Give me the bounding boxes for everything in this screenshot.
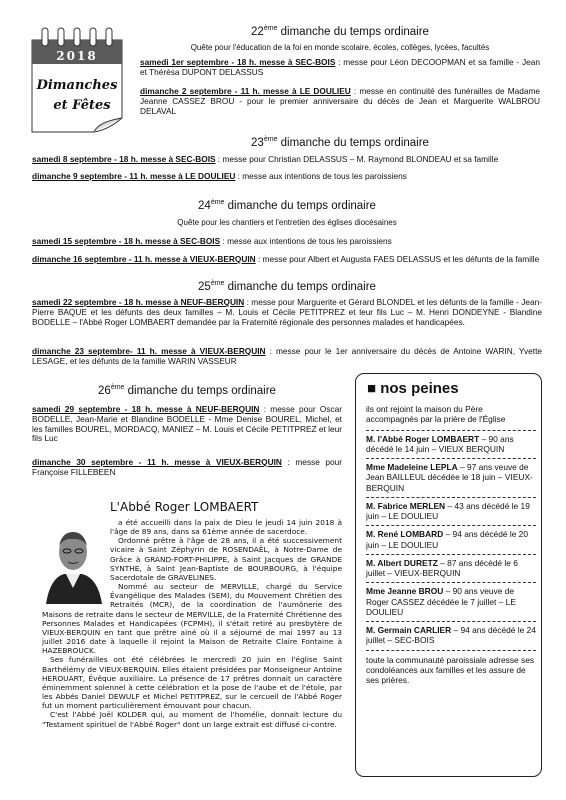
death-name: M. l'Abbé Roger LOMBAERT [366,433,480,444]
nos-peines-title: ■ nos peines [364,380,462,398]
death-entry [366,582,536,621]
death-detail: – 90 ans veuve de Roger CASSEZ décédée le 7 juillet – LE DOULIEU [366,586,516,617]
death-detail: – 97 ans veuve de Jean BAILLEUL décédée le 18 juin – VIEUX-BERQUIN [366,462,533,493]
mass-25-2: dimanche 23 septembre- 11 h. messe à VIEUX-BERQUIN : messe pour le 1er anniversaire du décès de Antoine WARIN, Yvette LESAGE, et les défunts de la famille WARIN VASSEUR [32,346,543,366]
death-detail: – 87 ans décédé le 6 juillet – VIEUX-BERQUIN [366,557,518,578]
nos-peines-intro: ils ont rejoint la maison du Père accompagnés par la prière de l'Église [366,404,506,425]
obituary-title: L'Abbé Roger LOMBAERT [110,500,259,514]
obituary-p1: a été accueilli dans la paix de Dieu le jeudi 14 juin 2018 à l'âge de 89 ans, dans sa 61ème année de sacerdoce. [110,517,342,537]
death-entry [366,497,536,526]
obituary-p4: Ses funérailles ont été célébrées le mercredi 20 juin en l'église Saint Barthélémy de VIEUX-BERQUIN. Elles étaient présidées par Monseigneur Antoine HEROUART, Évêque auxiliaire. La présence de 17 prêtres donnait un caractère éminemment solennel à cette célébration et la pose de l'aube et de l'étole, par les Abbés Daniel DEWULF et Michel PETITPREZ, sur le cercueil de l'Abbé Roger fut un moment particulièrement émouvant pour chacun. [42,655,342,711]
death-name: M. Fabrice MERLEN [366,500,446,511]
death-detail: – 94 ans décédé le 20 juin – LE DOULIEU [366,529,528,550]
death-detail: – 43 ans décédé le 19 juin – LE DOULIEU [366,500,530,521]
death-entry [366,458,536,497]
mass-25-1: samedi 22 septembre - 18 h. messe à NEUF-BERQUIN : messe pour Marguerite et Gérard BLONDEL et les défunts de la famille - Jean-Pierre BAQUE et les défunts des deux familles – M. Louis et Cécile PETITPREZ et leur fils Luc – M. Henri DONDEYNE - Blandine BODELLE – l'Abbé Roger LOMBAERT demandée par la Fraternité régionale des personnes malades et handicapées. [32,297,542,327]
death-name: M. René LOMBARD [366,529,444,540]
mass-26-1: samedi 29 septembre - 18 h. messe à NEUF-BERQUIN : messe pour Oscar BODELLE, Jean-Marie et Blandine BODELLE - Mme Denise BOUREL, Michel, et les familles BOUREL, MORDACQ, MANIEZ – M. Louis et Cécile PETITPREZ et leur fils Luc [32,404,342,444]
death-name: M. Albert DURETZ [366,557,438,568]
section-title-22: 22ème dimanche du temps ordinaire [251,25,429,38]
death-entry [366,430,536,459]
mass-22-1: samedi 1er septembre - 18 h. messe à SEC-BOIS : messe pour Léon DECOOPMAN et sa famille - Jean et Thérésa DUPONT DELASSUS [140,57,540,77]
calendar-logo [28,18,126,136]
obituary [42,500,342,729]
death-entry [366,621,536,650]
mass-22-2: dimanche 2 septembre - 11 h. messe à LE DOULIEU : messe en continuité des funérailles de Madame Jeanne CASSEZ BROU - pour le premier anniversaire du décès de Jean et Marguerite WALBROU DELAVAL [140,86,540,116]
logo-year: 2018 [56,49,98,63]
obituary-p3: Nommé au secteur de MERVILLE, chargé du Service Évangélique des Malades (SEM), du Mouvement Chrétien des Retraités (MCR), de la coordination de l'aumônerie des Maisons de retraite dans le secteur de MERVILLE, de la Fraternité Chrétienne des Personnes Malades et Handicapées (FCPMH), il s'était retiré au presbytère de VIEUX-BERQUIN en tant que prêtre ainé où il a séjourné de mai 1997 au 13 juillet 2016 date à laquelle il rejoint la Maison de Retraite Claire Fontaine à HAZEBROUCK. [42,582,342,656]
mass-24-2: dimanche 16 septembre - 11 h. messe à VIEUX-BERQUIN : messe pour Albert et Augusta FAES DELASSUS et les défunts de la famille [32,254,540,264]
quete-24: Quête pour les chantiers et l'entretien des églises diocésaines [177,218,397,227]
logo-line1: Dimanches [36,78,118,93]
mass-26-2: dimanche 30 septembre - 11 h. messe à VIEUX-BERQUIN : messe pour Françoise FILLEBEEN [32,457,342,477]
death-name: Mme Jeanne BROU [366,586,444,597]
nos-peines-box [355,373,542,777]
death-detail: – 94 ans décédé le 24 juillet – SEC-BOIS [366,625,536,646]
bullet-icon: ■ [367,380,381,397]
logo-line2: et Fêtes [53,98,111,113]
death-entry [366,525,536,554]
obituary-p5: C'est l'Abbé Joël KOLDER qui, au moment de l'homélie, donnait lecture du "Testament spirituel de l'Abbé Roger" dont un large extrait est diffusé ci-contre. [42,710,342,729]
section-title-23: 23ème dimanche du temps ordinaire [251,136,429,149]
nos-peines-outro: toute la communauté paroissiale adresse ses condoléances aux familles et les assure de ses prières. [366,650,536,686]
section-title-26: 26ème dimanche du temps ordinaire [98,384,276,397]
death-name: M. Germain CARLIER [366,625,452,635]
quete-22: Quête pour l'éducation de la foi en monde scolaire, écoles, collèges, lycées, facultés [190,43,490,52]
deaths-list [366,430,536,650]
section-title-25: 25ème dimanche du temps ordinaire [198,280,376,293]
section-title-24: 24ème dimanche du temps ordinaire [198,199,376,212]
death-entry [366,554,536,583]
death-detail: – 90 ans décédé le 14 juin – VIEUX BERQUIN [366,433,514,454]
priest-portrait [42,518,104,604]
mass-23-2: dimanche 9 septembre - 11 h. messe à LE DOULIEU : messe aux intentions de tous les paroissiens [32,171,407,181]
death-name: Mme Madeleine LEPLA [366,462,458,472]
obituary-p2: Ordonné prêtre à l'âge de 28 ans, il a été successivement vicaire à Saint Zéphyrin de ROSENDAËL, à Notre-Dame de Grâce à GRAND-FORT-PHILIPPE, à Saint Jacques de GRANDE SYNTHE, à Saint Jean-Baptiste de BOURBOURG, à l'équipe Sacerdotale de GRAVELINES. [110,536,342,582]
mass-24-1: samedi 15 septembre - 18 h. messe à SEC-BOIS : messe aux intentions de tous les paroissiens [32,236,392,246]
mass-23-1: samedi 8 septembre - 18 h. messe à SEC-BOIS : messe pour Christian DELASSUS – M. Raymond BLONDEAU et sa famille [32,154,499,164]
